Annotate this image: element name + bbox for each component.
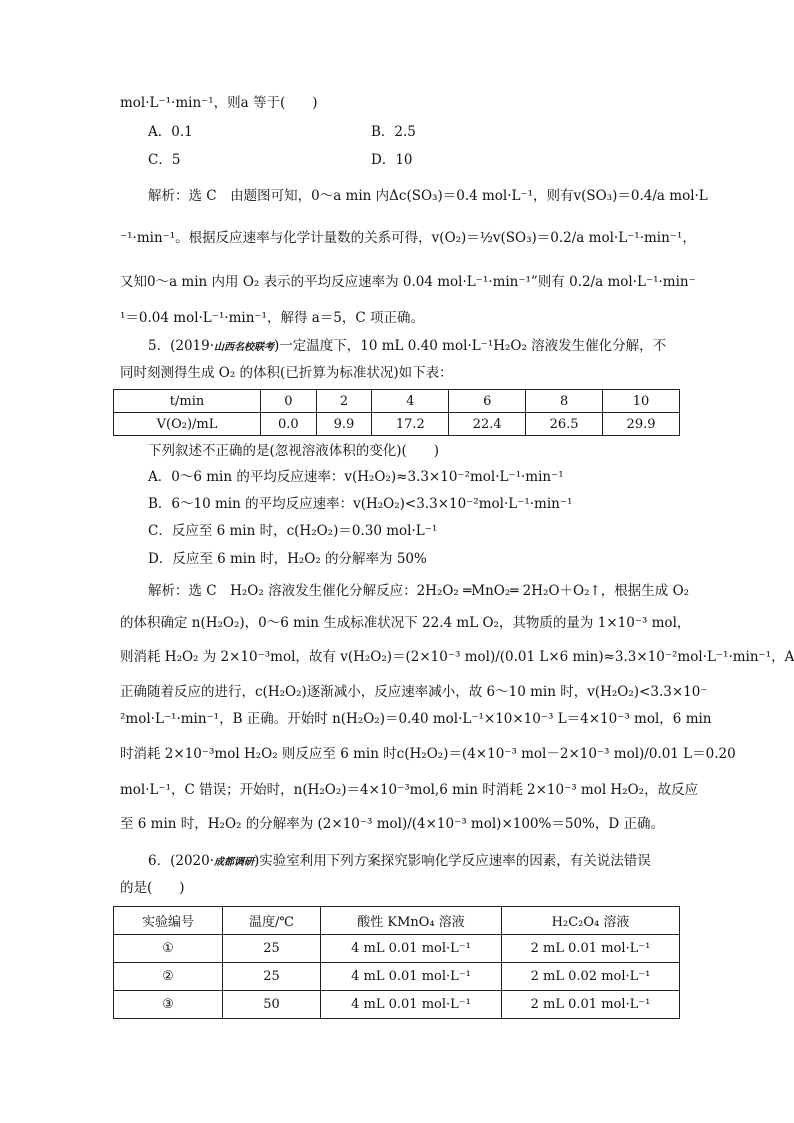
table-cell: ③	[114, 991, 223, 1019]
table-row	[114, 963, 680, 991]
table-cell: 17.2	[372, 413, 449, 436]
table-cell: 2 mL 0.01 mol·L⁻¹	[502, 991, 680, 1019]
table-cell: 22.4	[449, 413, 526, 436]
table-cell: 0.0	[261, 413, 317, 436]
q5-data-table	[113, 389, 680, 436]
q4-stem-tail: mol·L⁻¹·min⁻¹，则a 等于( )	[120, 95, 318, 111]
table-cell: 2 mL 0.01 mol·L⁻¹	[502, 935, 680, 963]
table-header-cell: 8	[526, 390, 603, 413]
table-cell: 25	[223, 963, 321, 991]
table-header-cell: 温度/℃	[223, 907, 321, 935]
table-header-cell: 0	[261, 390, 317, 413]
table-header-cell: t/min	[114, 390, 261, 413]
q4-solution-line: 又知0～a min 内用 O₂ 表示的平均反应速率为 0.04 mol·L⁻¹·min⁻¹”则有 0.2/a mol·L⁻¹·min⁻	[120, 274, 696, 290]
q5-option-c: C．反应至 6 min 时，c(H₂O₂)＝0.30 mol·L⁻¹	[148, 523, 438, 539]
q5-solution-line: 时消耗 2×10⁻³mol H₂O₂ 则反应至 6 min 时c(H₂O₂)＝(4×10⁻³ mol－2×10⁻³ mol)/0.01 L＝0.20	[120, 746, 736, 762]
table-row	[114, 991, 680, 1019]
q6-stem-1: )实验室利用下列方案探究影响化学反应速率的因素，有关说法错误	[254, 853, 651, 869]
q5-solution-line: 正确随着反应的进行，c(H₂O₂)逐渐减小，反应速率减小，故 6～10 min 时，v(H₂O₂)<3.3×10⁻	[120, 684, 708, 700]
q4-option-d: D．10	[371, 152, 413, 168]
table-row	[114, 413, 680, 436]
table-row	[114, 907, 680, 935]
q4-option-c: C．5	[148, 152, 181, 168]
table-header-cell: 实验编号	[114, 907, 223, 935]
table-cell: 29.9	[603, 413, 680, 436]
table-header-cell: 10	[603, 390, 680, 413]
table-cell: ①	[114, 935, 223, 963]
q5-prefix: 5．(2019·	[148, 338, 215, 354]
q5-solution-line: 至 6 min 时，H₂O₂ 的分解率为 (2×10⁻³ mol)/(4×10⁻³ mol)×100%＝50%，D 正确。	[120, 816, 664, 832]
q4-solution-line: 解析：选 C 由题图可知，0～a min 内Δc(SO₃)＝0.4 mol·L⁻¹，则有v(SO₃)＝0.4/a mol·L	[148, 188, 708, 204]
q4-option-b: B．2.5	[371, 124, 416, 140]
q4-solution-line: ¹＝0.04 mol·L⁻¹·min⁻¹，解得 a＝5，C 项正确。	[120, 310, 424, 326]
q6-prefix: 6．(2020·	[148, 853, 215, 869]
q6-stem	[148, 855, 651, 869]
table-row	[114, 935, 680, 963]
q5-stem-1: )一定温度下，10 mL 0.40 mol·L⁻¹H₂O₂ 溶液发生催化分解，不	[274, 338, 667, 354]
q5-stem	[148, 340, 666, 354]
q5-question: 下列叙述不正确的是(忽视溶液体积的变化)( )	[148, 443, 440, 459]
q5-solution-line: ²mol·L⁻¹·min⁻¹，B 正确。开始时 n(H₂O₂)＝0.40 mol·L⁻¹×10×10⁻³ L＝4×10⁻³ mol，6 min	[120, 711, 712, 727]
table-cell: 4 mL 0.01 mol·L⁻¹	[321, 991, 502, 1019]
table-header-cell: H₂C₂O₄ 溶液	[502, 907, 680, 935]
table-cell: 26.5	[526, 413, 603, 436]
table-cell: 25	[223, 935, 321, 963]
table-row	[114, 390, 680, 413]
table-header-cell: 4	[372, 390, 449, 413]
q4-solution-line: ⁻¹·min⁻¹。根据反应速率与化学计量数的关系可得，v(O₂)＝½v(SO₃)＝0.2/a mol·L⁻¹·min⁻¹，	[120, 230, 696, 246]
q6-experiment-table	[113, 906, 680, 1019]
q6-source: 成都调研	[214, 857, 255, 868]
q5-stem-2: 同时刻测得生成 O₂ 的体积(已折算为标准状况)如下表：	[120, 365, 453, 381]
q4-option-a: A．0.1	[148, 124, 193, 140]
q5-option-b: B．6～10 min 的平均反应速率：v(H₂O₂)<3.3×10⁻²mol·L⁻¹·min⁻¹	[148, 496, 573, 512]
table-header-cell: 6	[449, 390, 526, 413]
table-cell: V(O₂)/mL	[114, 413, 261, 436]
q5-solution-line: 解析：选 C H₂O₂ 溶液发生催化分解反应：2H₂O₂ ═MnO₂═ 2H₂O＋O₂↑，根据生成 O₂	[148, 583, 690, 599]
table-header-cell: 2	[316, 390, 372, 413]
table-cell: 4 mL 0.01 mol·L⁻¹	[321, 963, 502, 991]
q5-source: 山西名校联考	[214, 342, 275, 353]
table-cell: 4 mL 0.01 mol·L⁻¹	[321, 935, 502, 963]
table-cell: 9.9	[316, 413, 372, 436]
table-header-cell: 酸性 KMnO₄ 溶液	[321, 907, 502, 935]
table-cell: 50	[223, 991, 321, 1019]
q5-solution-line: mol·L⁻¹，C 错误；开始时，n(H₂O₂)＝4×10⁻³mol,6 min 时消耗 2×10⁻³ mol H₂O₂，故反应	[120, 782, 699, 798]
table-cell: 2 mL 0.02 mol·L⁻¹	[502, 963, 680, 991]
table-cell: ②	[114, 963, 223, 991]
q5-solution-line: 则消耗 H₂O₂ 为 2×10⁻³mol，故有 v(H₂O₂)＝(2×10⁻³ mol)/(0.01 L×6 min)≈3.3×10⁻²mol·L⁻¹·min⁻¹，A	[120, 649, 794, 665]
q5-option-a: A．0～6 min 的平均反应速率：v(H₂O₂)≈3.3×10⁻²mol·L⁻¹·min⁻¹	[148, 469, 564, 485]
q5-option-d: D．反应至 6 min 时，H₂O₂ 的分解率为 50%	[148, 551, 427, 567]
q6-stem-2: 的是( )	[120, 880, 185, 896]
q5-solution-line: 的体积确定 n(H₂O₂)，0～6 min 生成标准状况下 22.4 mL O₂，其物质的量为 1×10⁻³ mol，	[120, 615, 691, 631]
